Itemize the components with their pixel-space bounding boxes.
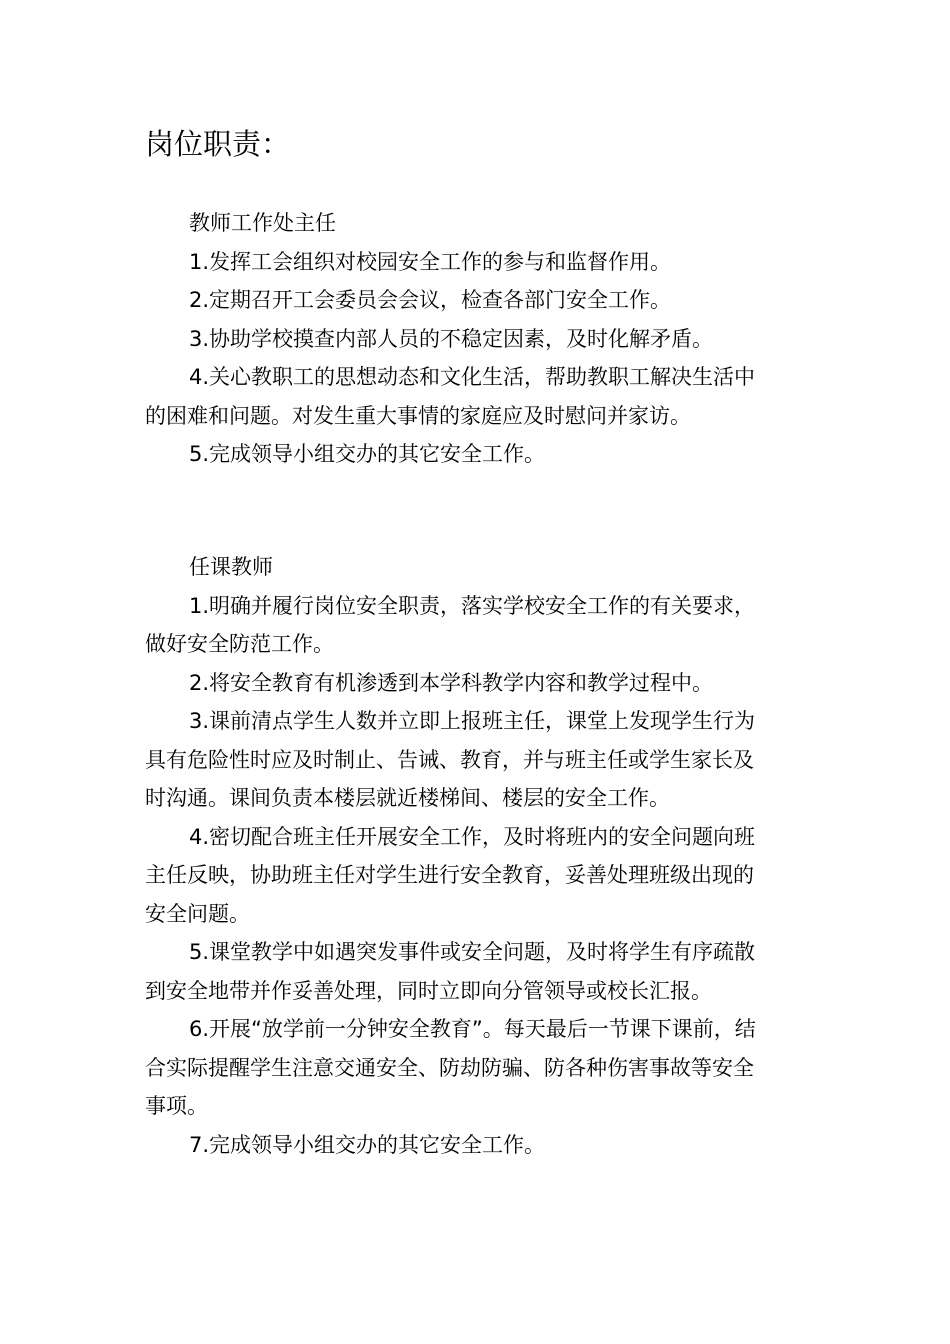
duty-item-continued: 的困难和问题。对发生重大事情的家庭应及时慰问并家访。 [145,403,691,428]
duty-item: 7.完成领导小组交办的其它安全工作。 [189,1132,546,1157]
duty-item: 4.关心教职工的思想动态和文化生活，帮助教职工解决生活中 [189,365,756,389]
duty-item: 3.协助学校摸查内部人员的不稳定因素，及时化解矛盾。 [189,326,714,351]
duty-item: 1.发挥工会组织对校园安全工作的参与和监督作用。 [189,249,672,274]
duty-item: 5.完成领导小组交办的其它安全工作。 [189,442,546,466]
duty-item-continued: 合实际提醒学生注意交通安全、防劫防骗、防各种伤害事故等安全 [145,1055,754,1080]
duty-item: 3.课前清点学生人数并立即上报班主任，课堂上发现学生行为 [189,709,756,733]
duty-item: 5.课堂教学中如遇突发事件或安全问题，及时将学生有序疏散 [189,940,756,964]
page-heading: 岗位职责： [145,127,291,161]
duty-item-continued: 做好安全防范工作。 [145,632,334,656]
duty-item: 2.将安全教育有机渗透到本学科教学内容和教学过程中。 [189,670,714,695]
duty-item: 4.密切配合班主任开展安全工作，及时将班内的安全问题向班 [189,824,756,849]
duty-item-continued: 具有危险性时应及时制止、告诫、教育，并与班主任或学生家长及 [145,747,754,772]
duty-item-continued: 时沟通。课间负责本楼层就近楼梯间、楼层的安全工作。 [145,786,670,810]
duty-item: 1.明确并履行岗位安全职责，落实学校安全工作的有关要求， [189,593,756,618]
section-director [145,204,825,474]
section-title: 任课教师 [189,555,273,579]
section-title: 教师工作处主任 [189,211,336,235]
duty-item-continued: 事项。 [145,1094,208,1118]
duty-item-continued: 安全问题。 [145,901,250,926]
duty-item-continued: 到安全地带并作妥善处理，同时立即向分管领导或校长汇报。 [145,978,712,1003]
section-teacher [145,548,825,1164]
duty-item: 2.定期召开工会委员会会议，检查各部门安全工作。 [189,288,672,312]
duty-item: 6.开展“放学前一分钟安全教育”。每天最后一节课下课前，结 [189,1017,756,1041]
duty-item-continued: 主任反映，协助班主任对学生进行安全教育，妥善处理班级出现的 [145,863,754,887]
